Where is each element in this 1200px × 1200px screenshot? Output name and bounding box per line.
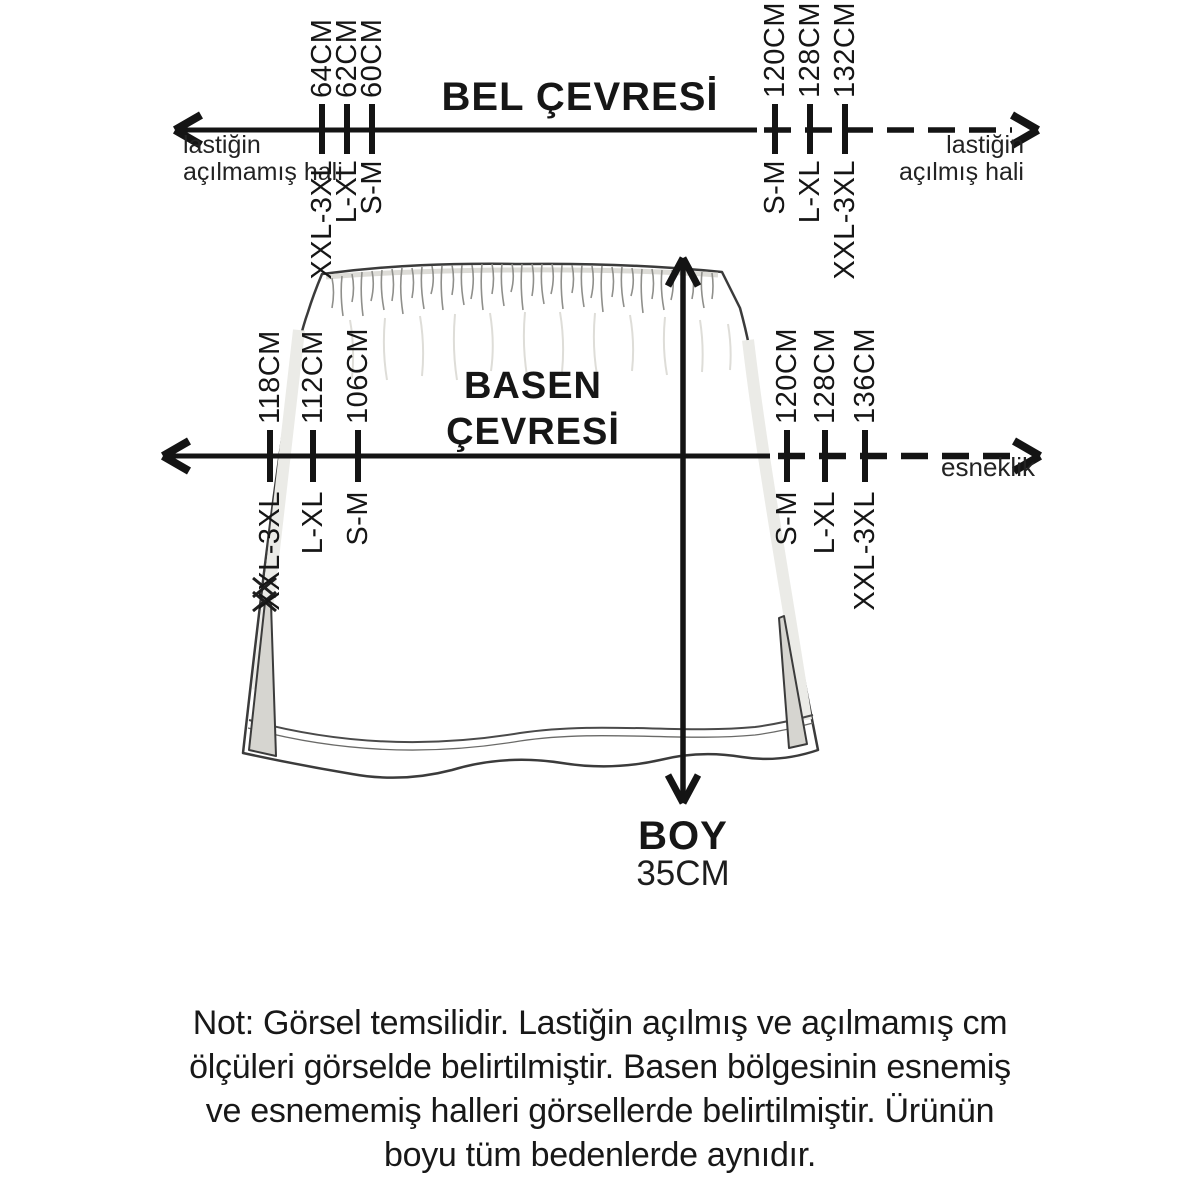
note-line: ve esnememiş halleri görsellerde belirtilmiştir. Ürünün	[205, 1092, 995, 1130]
caption-line: lastiğin	[946, 131, 1024, 159]
note-line: boyu tüm bedenlerde aynıdır.	[383, 1136, 816, 1174]
note-paragraph	[100, 1001, 1100, 1177]
note-line: Not: Görsel temsilidir. Lastiğin açılmış ve açılmamış cm	[192, 1004, 1008, 1042]
basen-title-line2: ÇEVRESİ	[446, 411, 620, 453]
basen-right-caption: esneklik	[941, 452, 1035, 482]
size-chart-diagram: BEL ÇEVRESİ lastiğin açılmamış hali lastiğin açılmış hali 64CM 62CM 60CM XXL-3XL L-XL S-M 120CM 128CM 132CM S-M L-XL XXL-3XL BASEN ÇEVRESİ esneklik 118CM 112CM 106CM XXL-3XL L-XL S-M 120CM 128CM 136CM S-M L-XL XXL-3XL BOY 35CM Not: Görsel temsilidir. Lastiğin açılmış ve açılmamış cm ölçüleri görselde belirtilmiştir. Basen bölgesinin esnemiş ve esnememiş halleri görsellerde belirtilmiştir. Ürünün boyu tüm bedenlerde aynıdır.	[0, 0, 1200, 1200]
basen-title-line1: BASEN	[463, 365, 603, 407]
bel-right-caption	[899, 132, 1024, 186]
boy-value: 35CM	[636, 854, 730, 893]
note-line: ölçüleri görselde belirtilmiştir. Basen bölgesinin esnemiş	[189, 1048, 1011, 1086]
bel-title: BEL ÇEVRESİ	[441, 75, 719, 119]
caption-line: açılmamış hali	[183, 158, 343, 186]
boy-title: BOY	[638, 814, 728, 858]
caption-line: lastiğin	[183, 131, 261, 159]
caption-line: açılmış hali	[898, 158, 1024, 186]
skirt-illustration	[243, 264, 818, 778]
